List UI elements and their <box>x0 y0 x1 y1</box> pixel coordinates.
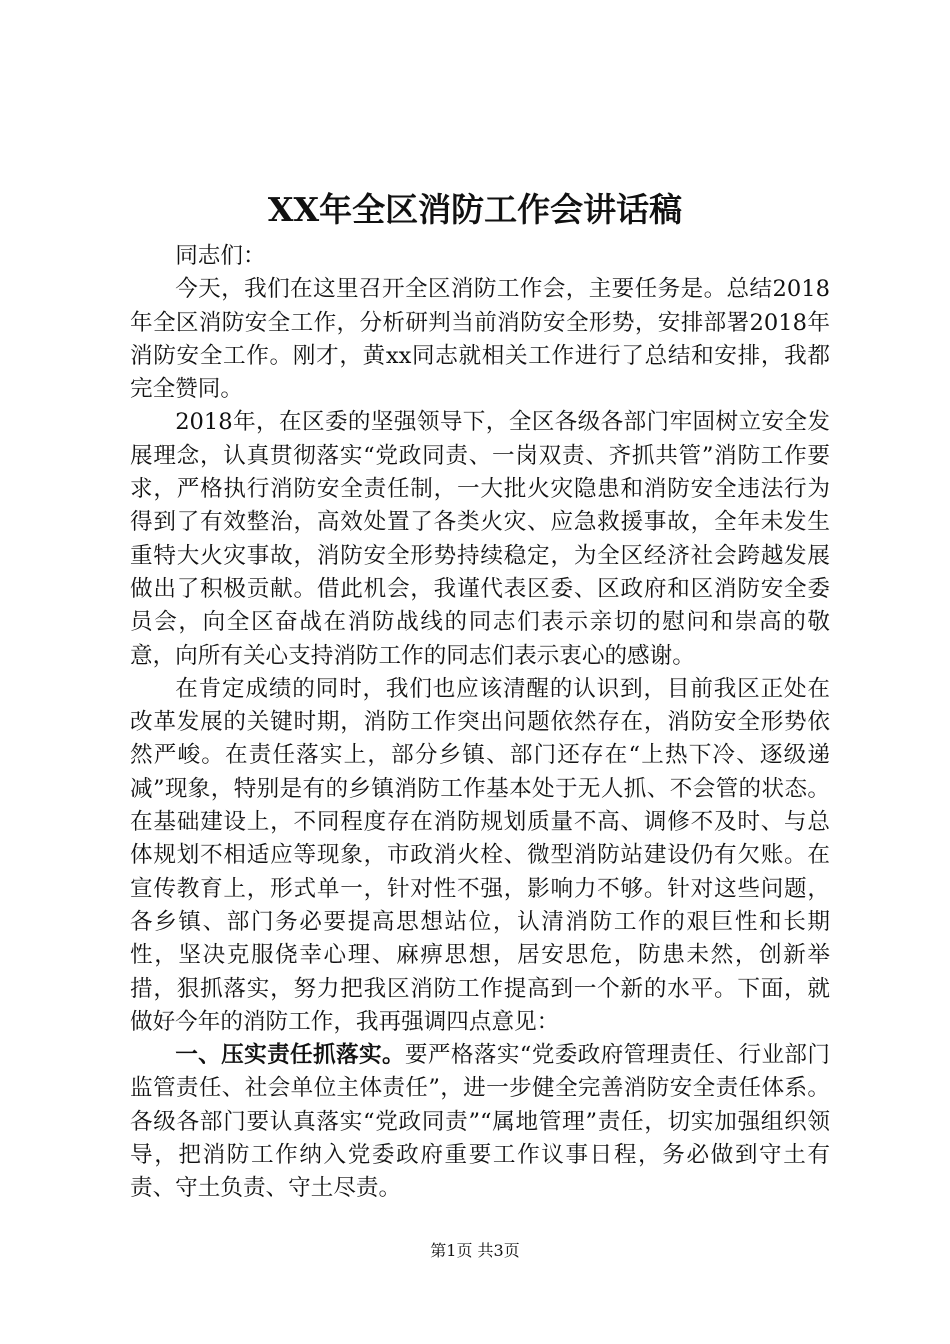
section-1 <box>130 1039 830 1205</box>
document-title: XX年全区消防工作会讲话稿 <box>267 190 683 229</box>
section-1-heading: 一、压实责任抓落实。 <box>175 1042 405 1069</box>
salutation: 同志们： <box>175 243 266 269</box>
document-body <box>130 240 830 1206</box>
page-footer: 第1页 共3页 <box>430 1241 520 1260</box>
section-1-text: 要严格落实“党委政府管理责任、行业部门监管责任、社会单位主体责任”，进一步健全完善消防安全责任体系。各级各部门要认真落实“党政同责”“属地管理”责任，切实加强组织领导，把消防工作纳入党委政府重要工作议事日程，务必做到守土有责、守土负责、守土尽责。 <box>130 1042 830 1202</box>
paragraph-achievements: 2018年，在区委的坚强领导下，全区各级各部门牢固树立安全发展理念，认真贯彻落实“党政同责、一岗双责、齐抓共管”消防工作要求，严格执行消防安全责任制，一大批火灾隐患和消防安全违法行为得到了有效整治，高效处置了各类火灾、应急救援事故，全年未发生重特大火灾事故，消防安全形势持续稳定，为全区经济社会跨越发展做出了积极贡献。借此机会，我谨代表区委、区政府和区消防安全委员会，向全区奋战在消防战线的同志们表示亲切的慰问和崇高的敬意，向所有关心支持消防工作的同志们表示衷心的感谢。 <box>130 409 830 669</box>
paragraph-opening: 今天，我们在这里召开全区消防工作会，主要任务是。总结2018年全区消防安全工作，分析研判当前消防安全形势，安排部署2018年消防安全工作。刚才，黄xx同志就相关工作进行了总结和安排，我都完全赞同。 <box>130 276 830 403</box>
paragraph-problems: 在肯定成绩的同时，我们也应该清醒的认识到，目前我区正处在改革发展的关键时期，消防工作突出问题依然存在，消防安全形势依然严峻。在责任落实上，部分乡镇、部门还存在“上热下冷、逐级递减”现象，特别是有的乡镇消防工作基本处于无人抓、不会管的状态。在基础建设上，不同程度存在消防规划质量不高、调修不及时、与总体规划不相适应等现象，市政消火栓、微型消防站建设仍有欠账。在宣传教育上，形式单一，针对性不强，影响力不够。针对这些问题，各乡镇、部门务必要提高思想站位，认清消防工作的艰巨性和长期性，坚决克服侥幸心理、麻痹思想，居安思危，防患未然，创新举措，狠抓落实，努力把我区消防工作提高到一个新的水平。下面，就做好今年的消防工作，我再强调四点意见： <box>130 675 830 1035</box>
